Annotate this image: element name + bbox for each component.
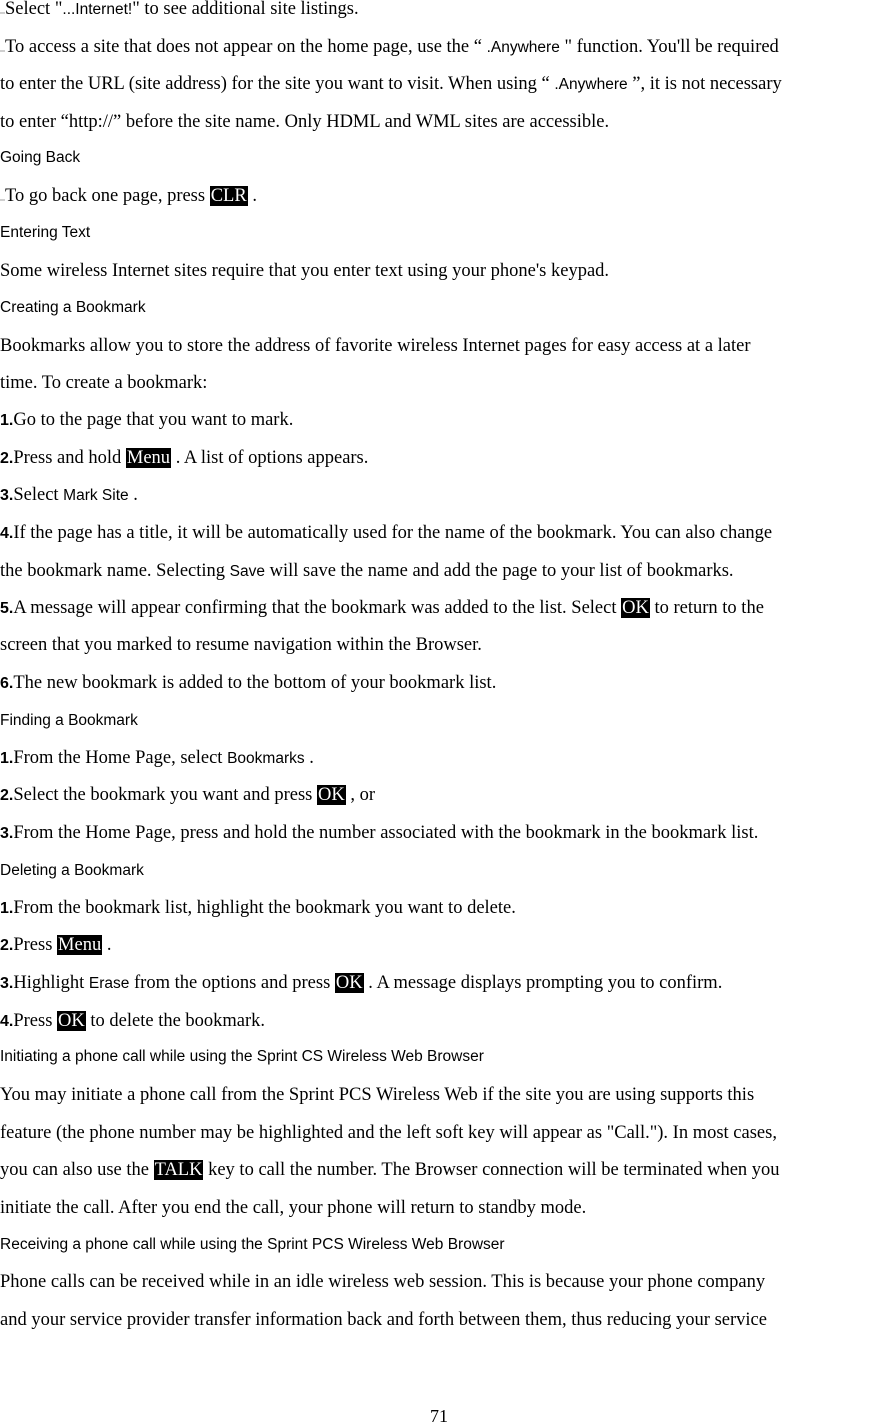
deleting-step-4: 4.Press OK to delete the bookmark. bbox=[0, 1011, 266, 1031]
heading-creating-bookmark: Creating a Bookmark bbox=[0, 299, 146, 316]
anywhere-option: .Anywhere bbox=[486, 39, 560, 56]
going-back-line: To go back one page, press CLR . bbox=[0, 185, 878, 207]
creating-intro-line-1: Bookmarks allow you to store the address of favorite wireless Internet pages for easy access at a later bbox=[0, 336, 751, 356]
initiating-line-1: You may initiate a phone call from the Sprint PCS Wireless Web if the site you are using supports this bbox=[0, 1085, 755, 1105]
anywhere-paragraph-line-3: to enter “http://” before the site name. Only HDML and WML sites are accessible. bbox=[0, 112, 610, 132]
receiving-line-2: and your service provider transfer information back and forth between them, thus reducing your service bbox=[0, 1310, 767, 1330]
ok-key: OK bbox=[622, 598, 649, 618]
bookmarks-option: Bookmarks bbox=[227, 750, 305, 767]
initiating-line-2: feature (the phone number may be highlighted and the left soft key will appear as "Call."). In most cases, bbox=[0, 1123, 777, 1143]
page-number: 71 bbox=[430, 1406, 448, 1426]
initiating-line-4: initiate the call. After you end the call, your phone will return to standby mode. bbox=[0, 1198, 587, 1218]
creating-step-1: 1.Go to the page that you want to mark. bbox=[0, 410, 294, 430]
anywhere-paragraph-line-1: To access a site that does not appear on the home page, use the “ .Anywhere " function. You'll be required bbox=[0, 36, 878, 59]
heading-finding-bookmark: Finding a Bookmark bbox=[0, 712, 138, 729]
erase-option: Erase bbox=[88, 975, 130, 992]
talk-key: TALK bbox=[154, 1160, 203, 1180]
ok-key: OK bbox=[58, 1011, 85, 1031]
clr-key: CLR bbox=[210, 186, 247, 206]
deleting-step-3: 3.Highlight Erase from the options and press OK . A message displays prompting you to confirm. bbox=[0, 973, 723, 993]
creating-step-5-line-2: screen that you marked to resume navigation within the Browser. bbox=[0, 635, 482, 655]
mark-site-option: Mark Site bbox=[63, 487, 129, 504]
heading-entering-text: Entering Text bbox=[0, 224, 91, 241]
creating-step-4-line-2: the bookmark name. Selecting Save will save the name and add the page to your list of bookmarks. bbox=[0, 561, 734, 581]
ok-key: OK bbox=[335, 973, 363, 993]
deleting-step-1: 1.From the bookmark list, highlight the bookmark you want to delete. bbox=[0, 898, 516, 918]
heading-deleting-bookmark: Deleting a Bookmark bbox=[0, 862, 144, 879]
finding-step-3: 3.From the Home Page, press and hold the number associated with the bookmark in the bookmark list. bbox=[0, 823, 759, 843]
anywhere-paragraph-line-2: to enter the URL (site address) for the site you want to visit. When using “ .Anywhere ”, it is not necessary bbox=[0, 74, 782, 94]
anywhere-option: .Anywhere bbox=[554, 76, 628, 93]
entering-text-body: Some wireless Internet sites require that you enter text using your phone's keypad. bbox=[0, 261, 610, 281]
creating-step-3: 3.Select Mark Site . bbox=[0, 485, 138, 505]
finding-step-2: 2.Select the bookmark you want and press OK , or bbox=[0, 785, 376, 805]
menu-key: Menu bbox=[126, 448, 171, 468]
creating-step-4-line-1: 4.If the page has a title, it will be automatically used for the name of the bookmark. You can also change bbox=[0, 523, 773, 543]
creating-intro-line-2: time. To create a bookmark: bbox=[0, 373, 208, 393]
heading-initiating-call: Initiating a phone call while using the Sprint CS Wireless Web Browser bbox=[0, 1048, 484, 1065]
internet-link-label: ...Internet! bbox=[62, 1, 133, 18]
menu-key: Menu bbox=[58, 935, 102, 955]
creating-step-2: 2.Press and hold Menu . A list of options appears. bbox=[0, 448, 369, 468]
receiving-line-1: Phone calls can be received while in an idle wireless web session. This is because your phone company bbox=[0, 1272, 766, 1292]
select-internet-line: Select "...Internet!" to see additional site listings. bbox=[0, 0, 878, 21]
initiating-line-3: you can also use the TALK key to call the number. The Browser connection will be terminated when you bbox=[0, 1160, 780, 1180]
heading-receiving-call: Receiving a phone call while using the Sprint PCS Wireless Web Browser bbox=[0, 1236, 505, 1253]
heading-going-back: Going Back bbox=[0, 149, 81, 166]
deleting-step-2: 2.Press Menu . bbox=[0, 935, 112, 955]
creating-step-6: 6.The new bookmark is added to the bottom of your bookmark list. bbox=[0, 673, 497, 693]
finding-step-1: 1.From the Home Page, select Bookmarks . bbox=[0, 748, 314, 768]
ok-key: OK bbox=[317, 785, 345, 805]
save-option: Save bbox=[229, 563, 265, 580]
creating-step-5-line-1: 5.A message will appear confirming that the bookmark was added to the list. Select OK to return to the bbox=[0, 598, 764, 618]
